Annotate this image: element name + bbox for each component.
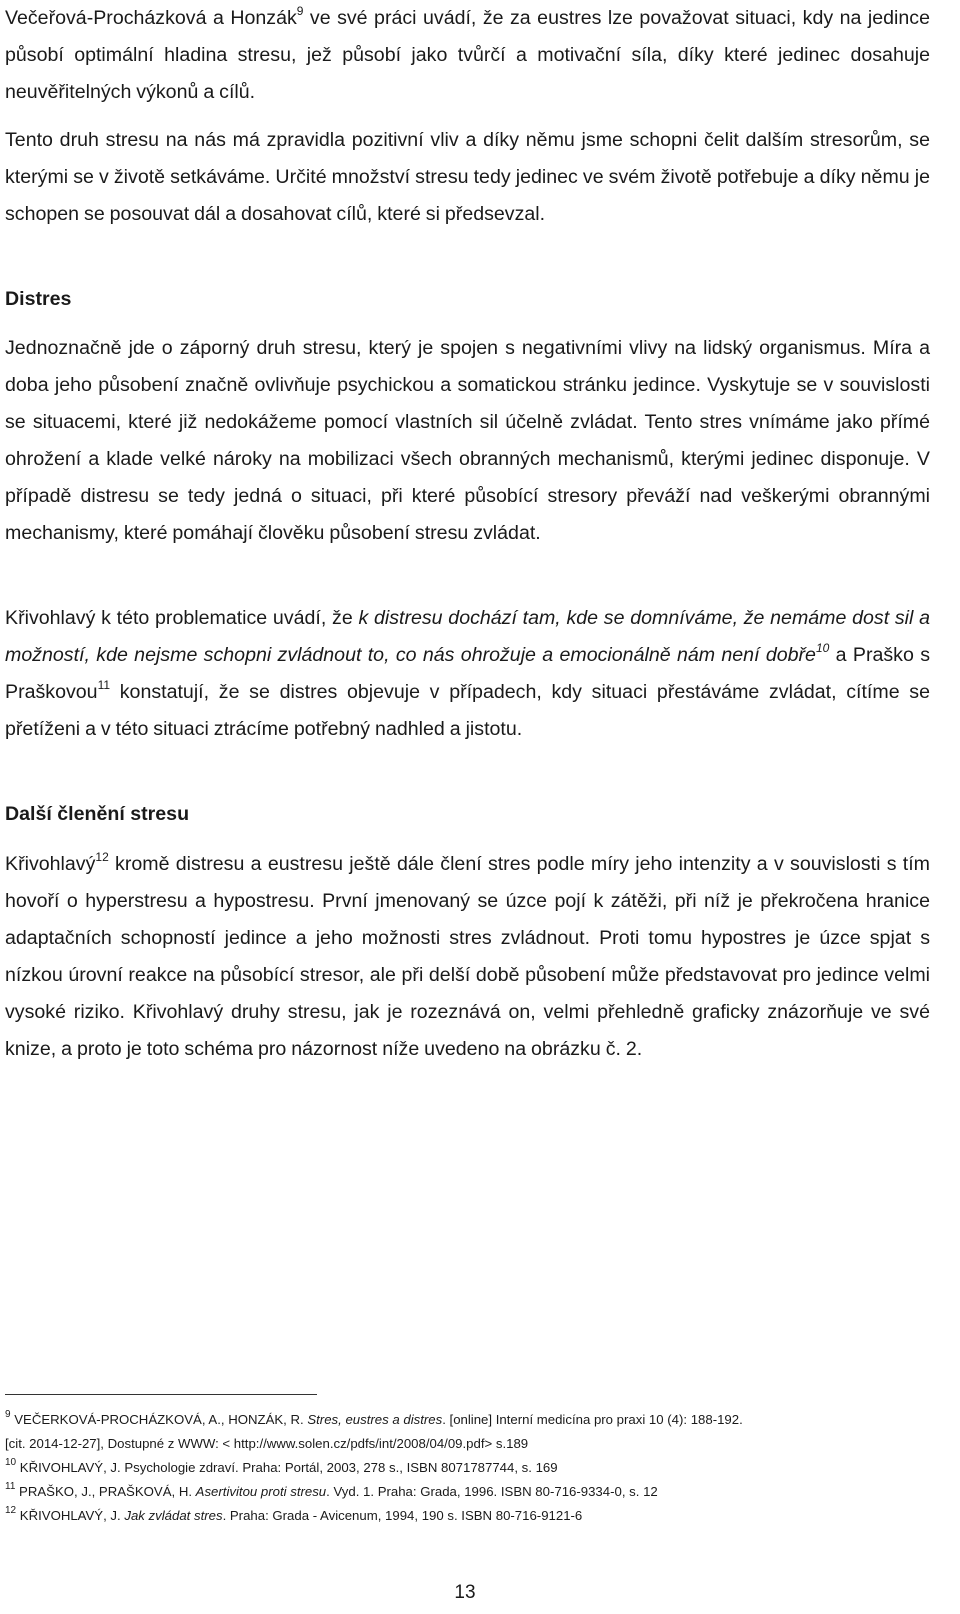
text: a Praško s Praškovou bbox=[5, 644, 930, 703]
text: Večeřová-Procházková a Honzák bbox=[5, 7, 297, 29]
text: KŘIVOHLAVÝ, J. bbox=[16, 1508, 125, 1523]
text: VEČERKOVÁ-PROCHÁZKOVÁ, A., HONZÁK, R. bbox=[10, 1412, 308, 1427]
paragraph-distres-definition: Jednoznačně jde o záporný druh stresu, který je spojen s negativními vlivy na lidský organismus. Míra a doba jeho působení značně ovlivňuje psychickou a somatickou stránku jedince. Vyskytuje se v souvislosti se situacemi, které již nedokážeme pomocí vlastních sil účelně zvládat. Tento stres vnímáme jako přímé ohrožení a klade velké nároky na mobilizaci všech obranných mechanismů, kterými jedinec disponuje. V případě distresu se tedy jedná o situaci, při které působící stresory převáží nad veškerými obrannými mechanismy, které pomáhají člověku působení stresu zvládat. bbox=[5, 337, 930, 544]
footnote-title: Stres, eustres a distres bbox=[307, 1412, 443, 1427]
footnote-number: 11 bbox=[5, 1481, 16, 1492]
text: Křivohlavý k této problematice uvádí, že bbox=[5, 607, 359, 629]
paragraph-hyperstres-hypostres bbox=[5, 846, 930, 1068]
paragraph-eustres-effect: Tento druh stresu na nás má zpravidla pozitivní vliv a díky němu jsme schopni čelit dalším stresorům, se kterými se v životě setkáváme. Určité množství stresu tedy jedinec ve svém životě potřebuje a díky němu je schopen se posouvat dál a dosahovat cílů, které si předsevzal. bbox=[5, 129, 930, 225]
footnote-number: 10 bbox=[5, 1457, 17, 1468]
text: konstatují, že se distres objevuje v případech, kdy situaci přestáváme zvládat, cítíme se přetíženi a v této situaci ztrácíme potřebný nadhled a jistotu. bbox=[5, 681, 930, 740]
text: . Vyd. 1. Praha: Grada, 1996. ISBN 80-716-9334-0, s. 12 bbox=[326, 1484, 658, 1499]
text: PRAŠKO, J., PRAŠKOVÁ, H. bbox=[15, 1484, 196, 1499]
footnote-ref-10[interactable]: 10 bbox=[815, 641, 830, 655]
footnote-title: Jak zvládat stres bbox=[124, 1508, 223, 1523]
footnotes bbox=[5, 1408, 905, 1528]
text: kromě distresu a eustresu ještě dále člení stres podle míry jeho intenzity a v souvislosti s tím hovoří o hyperstresu a hypostresu. První jmenovaný se úzce pojí k zátěži, při níž je překročena hranice adaptačních schopností jedince a jeho možnosti stres zvládnout. Proti tomu hypostres je úzce spjat s nízkou úrovní reakce na působící stresor, ale při delší době působení může představovat pro jedince velmi vysoké riziko. Křivohlavý druhy stresu, jak je rozeznává on, velmi přehledně graficky znázorňuje ve své knize, a proto je toto schéma pro názornost níže uvedeno na obrázku č. 2. bbox=[5, 853, 930, 1060]
text: . [online] Interní medicína pro praxi 10 (4): 188-192. bbox=[442, 1412, 743, 1427]
footnote-number: 9 bbox=[5, 1409, 11, 1420]
text: Křivohlavý bbox=[5, 853, 96, 875]
footnote-ref-9[interactable]: 9 bbox=[296, 4, 304, 18]
text: KŘIVOHLAVÝ, J. Psychologie zdraví. Praha: Portál, 2003, 278 s., ISBN 8071787744, s. 169 bbox=[16, 1460, 558, 1475]
footnote-separator bbox=[5, 1394, 317, 1395]
footnote-12 bbox=[5, 1504, 905, 1528]
page-number: 13 bbox=[454, 1582, 476, 1603]
footnote-number: 12 bbox=[5, 1505, 17, 1516]
text: . Praha: Grada - Avicenum, 1994, 190 s. ISBN 80-716-9121-6 bbox=[222, 1508, 583, 1523]
paragraph-krivohlavy-distres bbox=[5, 600, 930, 748]
footnote-ref-11[interactable]: 11 bbox=[97, 678, 111, 692]
footnote-title: Asertivitou proti stresu bbox=[195, 1484, 327, 1499]
footnote-9 bbox=[5, 1408, 905, 1432]
footnote-ref-12[interactable]: 12 bbox=[95, 850, 109, 864]
paragraph-eustres-intro bbox=[5, 0, 930, 111]
footnote-11 bbox=[5, 1480, 905, 1504]
heading-dalsi-cleneni: Další členění stresu bbox=[5, 803, 190, 825]
footnote-10 bbox=[5, 1456, 905, 1480]
footnote-9-line2: [cit. 2014-12-27], Dostupné z WWW: < http://www.solen.cz/pdfs/int/2008/04/09.pdf> s.189 bbox=[5, 1436, 529, 1451]
heading-distres: Distres bbox=[5, 288, 72, 310]
quote-italic: k distresu dochází tam, kde se domníváme, že nemáme dost sil a možností, kde nejsme schopni zvládnout to, co nás ohrožuje a emocionálně nám není dobře bbox=[5, 607, 930, 666]
text: ve své práci uvádí, že za eustres lze považovat situaci, kdy na jedince působí optimální hladina stresu, jež působí jako tvůrčí a motivační síla, díky které jedinec dosahuje neuvěřitelných výkonů a cílů. bbox=[5, 7, 930, 103]
